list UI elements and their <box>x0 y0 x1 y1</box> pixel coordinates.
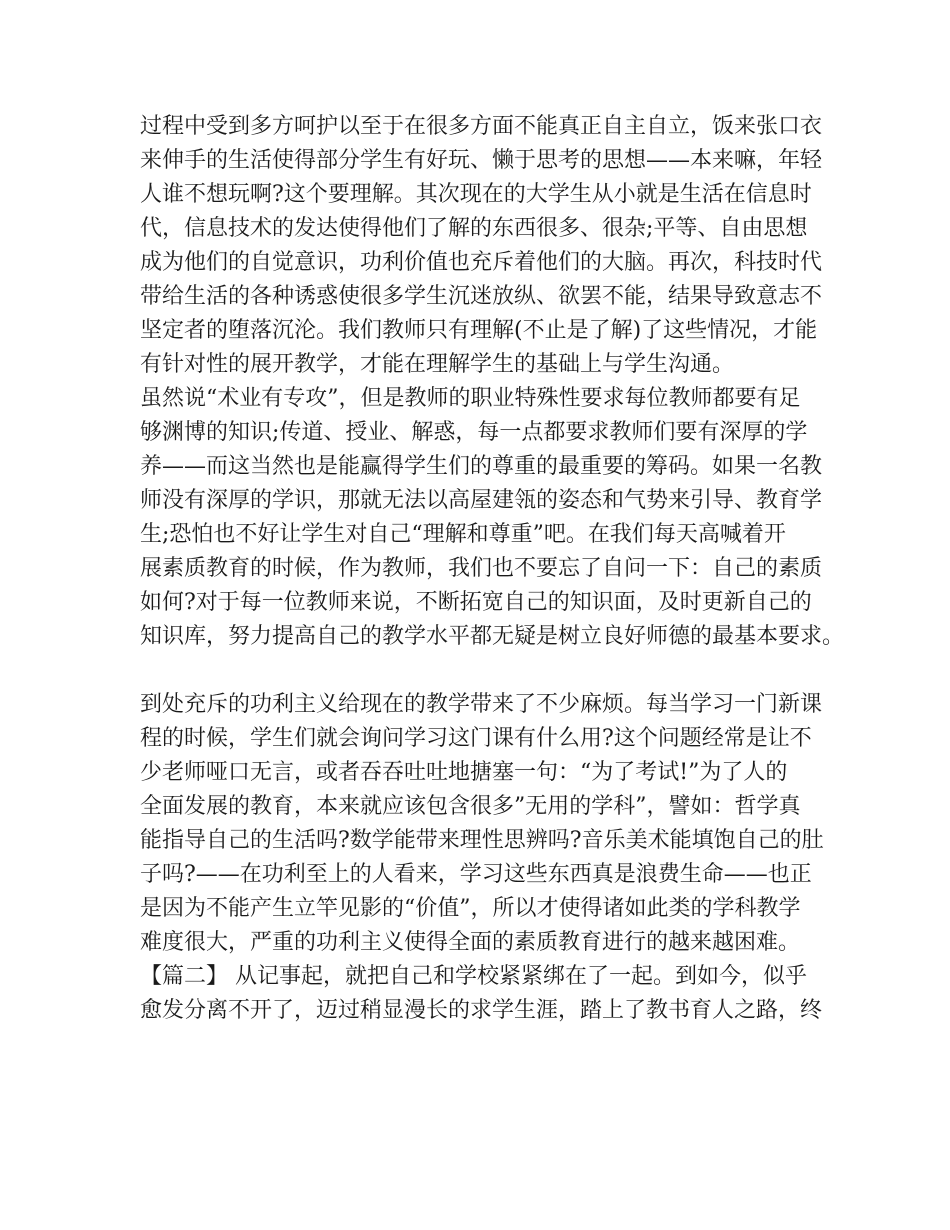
text-line: 如何?对于每一位教师来说，不断拓宽自己的知识面，及时更新自己的 <box>140 590 812 615</box>
text-line: 师没有深厚的学识，那就无法以高屋建瓴的姿态和气势来引导、教育学 <box>140 488 823 513</box>
paragraph-gap <box>140 654 830 688</box>
text-line: 代，信息技术的发达使得他们了解的东西很多、很杂;平等、自由思想 <box>140 216 808 241</box>
text-line: 生;恐怕也不好让学生对自己“理解和尊重”吧。在我们每天高喊着开 <box>140 522 786 547</box>
text-line: 是因为不能产生立竿见影的“价值”，所以才使得诸如此类的学科教学 <box>140 896 801 921</box>
text-line: 少老师哑口无言，或者吞吞吐吐地搪塞一句：“为了考试!”为了人的 <box>140 760 788 785</box>
text-line: 过程中受到多方呵护以至于在很多方面不能真正自主自立，饭来张口衣 <box>140 114 823 139</box>
text-line: 够渊博的知识;传道、授业、解惑，每一点都要求教师们要有深厚的学 <box>140 420 808 445</box>
text-line: 坚定者的堕落沉沦。我们教师只有理解(不止是了解)了这些情况，才能 <box>140 318 818 343</box>
text-line: 愈发分离不开了，迈过稍显漫长的求学生涯，踏上了教书育人之路，终 <box>140 998 823 1023</box>
text-line: 人谁不想玩啊?这个要理解。其次现在的大学生从小就是生活在信息时 <box>140 182 812 207</box>
text-line: 子吗?——在功利至上的人看来，学习这些东西真是浪费生命——也正 <box>140 862 812 887</box>
text-line: 虽然说“术业有专攻”，但是教师的职业特殊性要求每位教师都要有足 <box>140 386 801 411</box>
text-line: 来伸手的生活使得部分学生有好玩、懒于思考的思想——本来嘛，年轻 <box>140 148 823 173</box>
document-body <box>140 110 845 1028</box>
text-line: 能指导自己的生活吗?数学能带来理性思辨吗?音乐美术能填饱自己的肚 <box>140 828 824 853</box>
text-line: 全面发展的教育，本来就应该包含很多”无用的学科”，譬如：哲学真 <box>140 794 801 819</box>
text-line: 难度很大，严重的功利主义使得全面的素质教育进行的越来越困难。 <box>140 930 801 955</box>
text-line: 展素质教育的时候，作为教师，我们也不要忘了自问一下：自己的素质 <box>140 556 823 581</box>
text-line: 养——而这当然也是能赢得学生们的尊重的最重要的筹码。如果一名教 <box>140 454 823 479</box>
text-line: 知识库，努力提高自己的教学水平都无疑是树立良好师德的最基本要求。 <box>140 624 845 649</box>
text-line: 到处充斥的功利主义给现在的教学带来了不少麻烦。每当学习一门新课 <box>140 692 823 717</box>
text-line: 成为他们的自觉意识，功利价值也充斥着他们的大脑。再次，科技时代 <box>140 250 823 275</box>
text-block-2 <box>140 688 830 1028</box>
text-line: 带给生活的各种诱惑使很多学生沉迷放纵、欲罢不能，结果导致意志不 <box>140 284 823 309</box>
text-block-1 <box>140 110 845 654</box>
text-line: 【篇二】 从记事起，就把自己和学校紧紧绑在了一起。到如今，似乎 <box>140 964 807 989</box>
text-line: 有针对性的展开教学，才能在理解学生的基础上与学生沟通。 <box>140 352 735 377</box>
text-line: 程的时候，学生们就会询问学习这门课有什么用?这个问题经常是让不 <box>140 726 812 751</box>
